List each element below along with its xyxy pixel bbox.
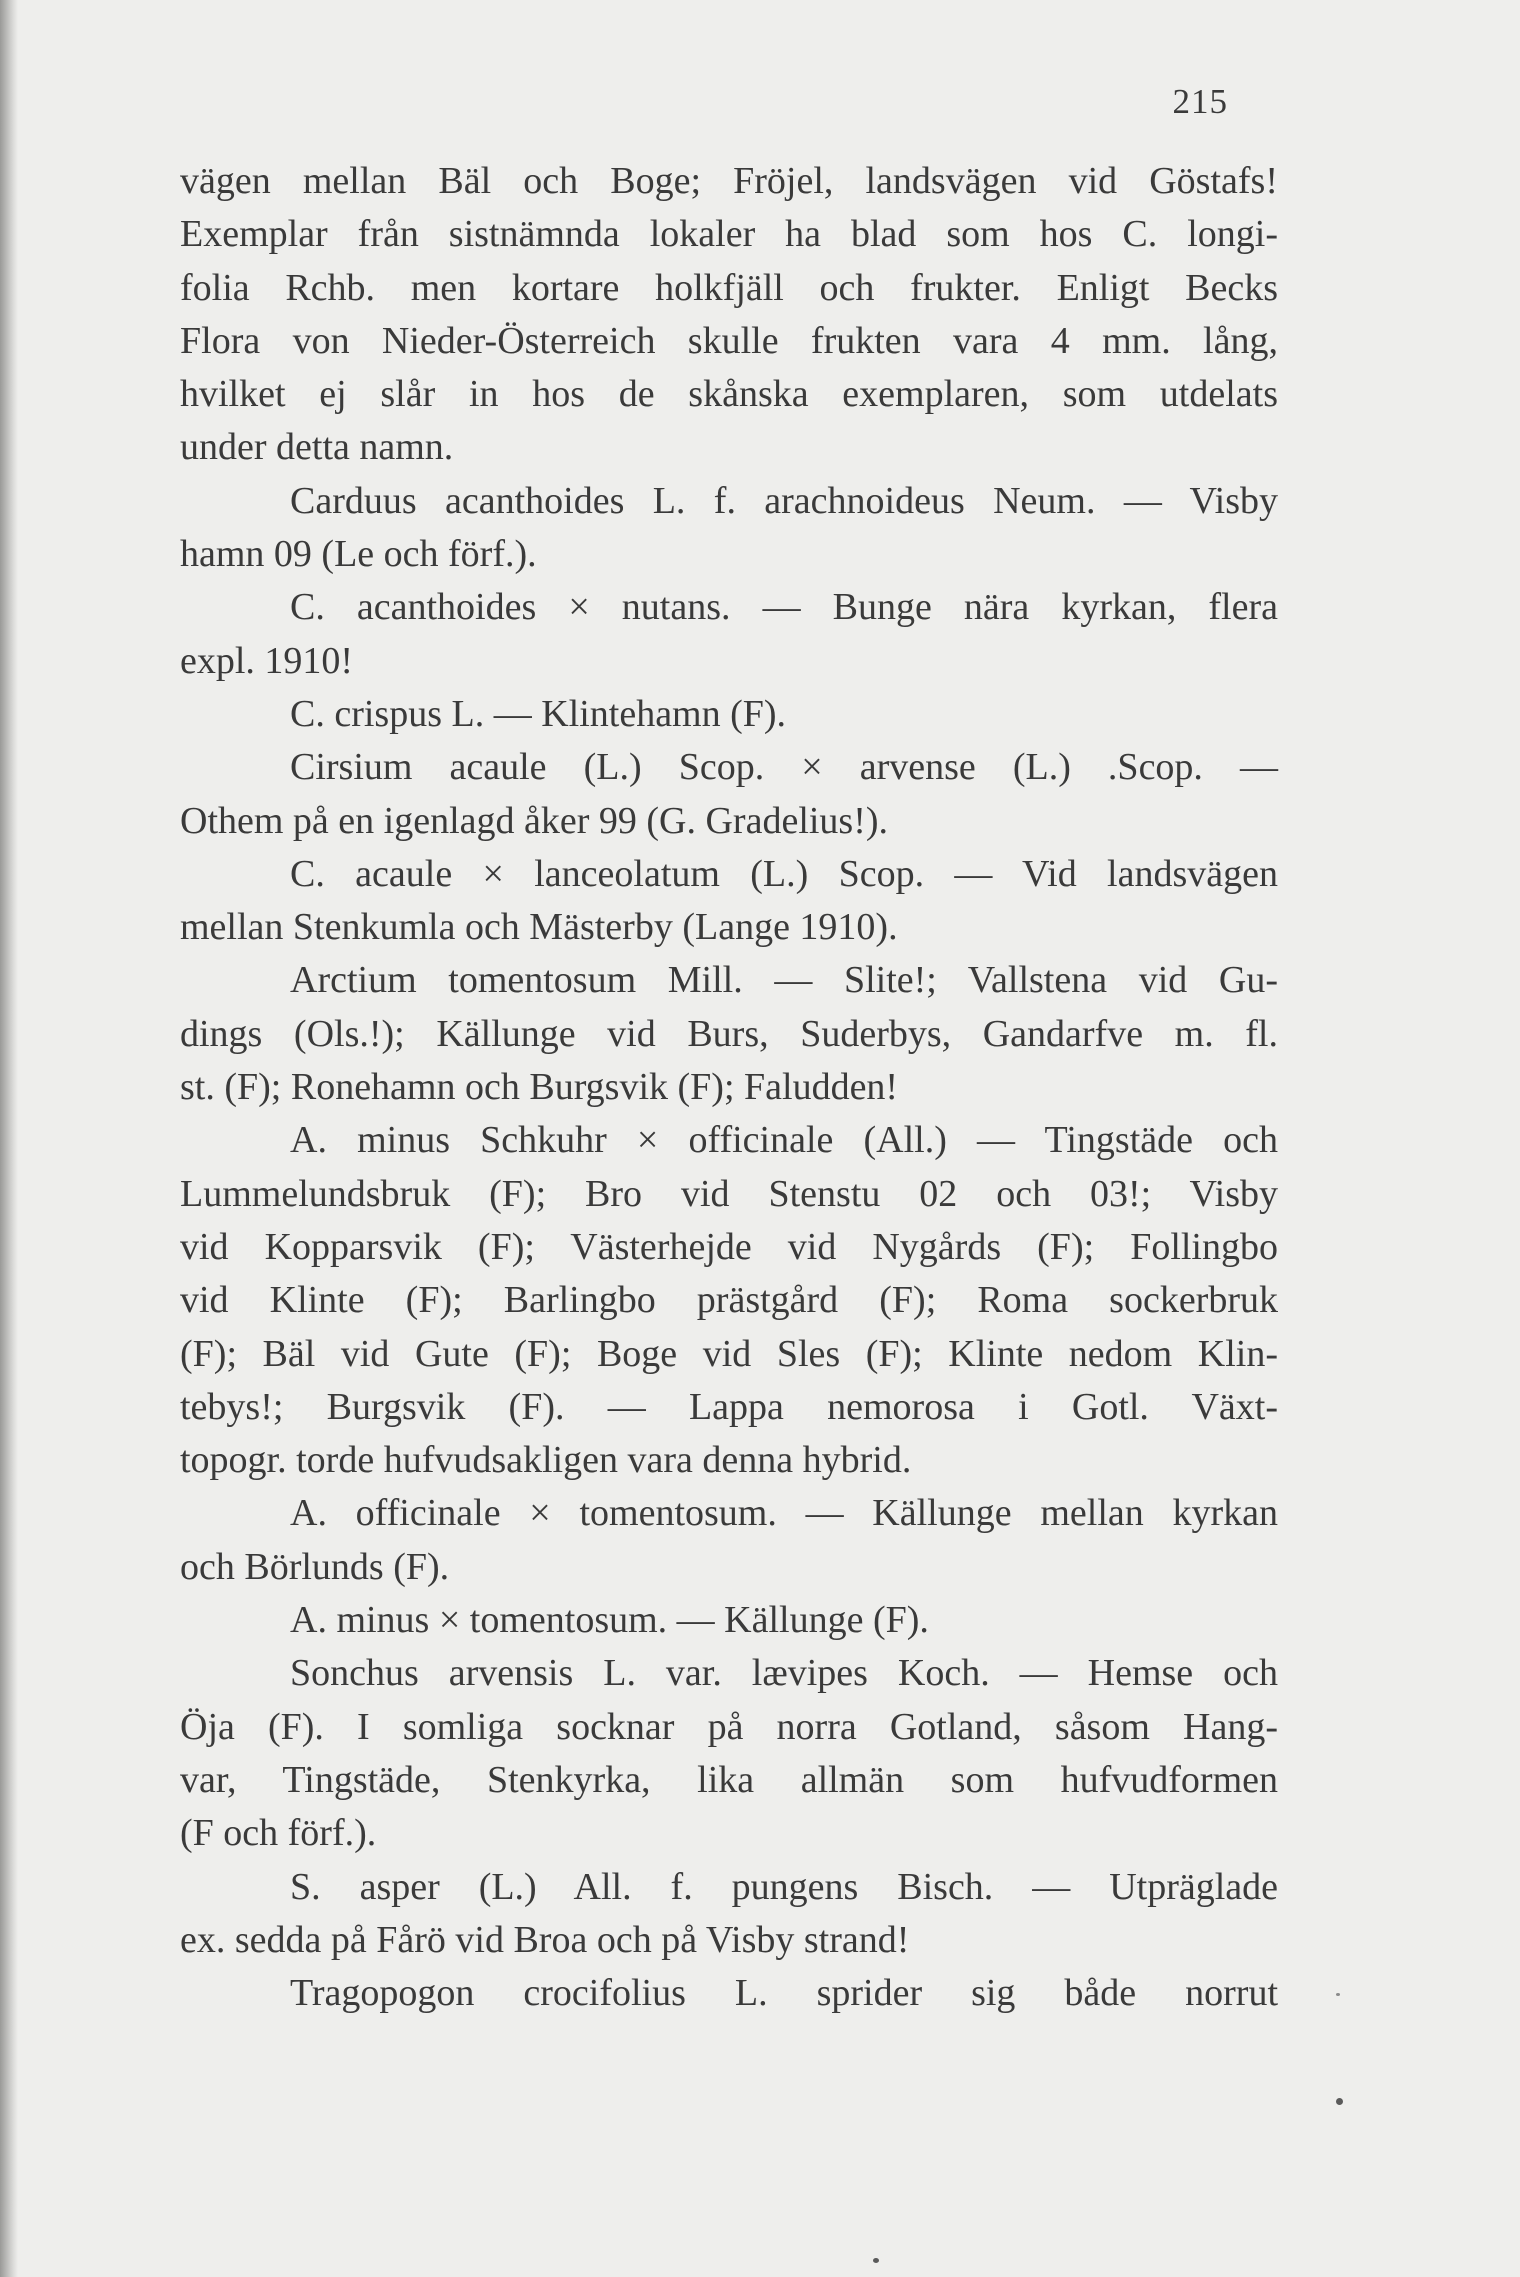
text-line: mellan Stenkumla och Mästerby (Lange 1910).: [180, 906, 898, 949]
text-line: C. crispus L. — Klintehamn (F).: [290, 692, 787, 735]
text-line: (F och förf.).: [180, 1812, 377, 1855]
text-line: A. officinale × tomentosum. — Källunge mellan kyrkan: [290, 1492, 1278, 1535]
text-line: A. minus × tomentosum. — Källunge (F).: [290, 1599, 929, 1642]
text-line: var, Tingstäde, Stenkyrka, lika allmän som hufvudformen: [180, 1758, 1278, 1801]
text-line: Tragopogon crocifolius L. sprider sig både norrut: [290, 1972, 1278, 2015]
text-line: Exemplar från sistnämnda lokaler ha blad som hos C. longi-: [180, 213, 1278, 256]
text-line: expl. 1910!: [180, 639, 354, 682]
text-line: dings (Ols.!); Källunge vid Burs, Suderbys, Gandarfve m. fl.: [180, 1012, 1278, 1055]
text-line: tebys!; Burgsvik (F). — Lappa nemorosa i Gotl. Växt-: [180, 1385, 1278, 1428]
text-line: vid Klinte (F); Barlingbo prästgård (F); Roma sockerbruk: [180, 1279, 1278, 1322]
text-line: under detta namn.: [180, 426, 454, 469]
text-line: Sonchus arvensis L. var. lævipes Koch. — Hemse och: [290, 1652, 1278, 1695]
text-line: Lummelundsbruk (F); Bro vid Stenstu 02 och 03!; Visby: [180, 1172, 1278, 1215]
text-line: Carduus acanthoides L. f. arachnoideus Neum. — Visby: [290, 479, 1278, 522]
text-line: Öja (F). I somliga socknar på norra Gotland, såsom Hang-: [180, 1705, 1278, 1748]
body-text: [180, 155, 1278, 2020]
text-line: vägen mellan Bäl och Boge; Fröjel, landsvägen vid Göstafs!: [180, 160, 1278, 202]
text-line: A. minus Schkuhr × officinale (All.) — Tingstäde och: [290, 1119, 1278, 1162]
text-line: C. acanthoides × nutans. — Bunge nära kyrkan, flera: [290, 586, 1278, 629]
text-line: Othem på en igenlagd åker 99 (G. Gradelius!).: [180, 799, 889, 842]
text-line: (F); Bäl vid Gute (F); Boge vid Sles (F); Klinte nedom Klin-: [180, 1332, 1278, 1375]
text-line: hvilket ej slår in hos de skånska exemplaren, som utdelats: [180, 373, 1278, 416]
print-speck: [1336, 1993, 1340, 1996]
text-line: vid Kopparsvik (F); Västerhejde vid Nygårds (F); Follingbo: [180, 1225, 1278, 1268]
text-line: C. acaule × lanceolatum (L.) Scop. — Vid landsvägen: [290, 852, 1278, 895]
text-line: st. (F); Ronehamn och Burgsvik (F); Faludden!: [180, 1066, 899, 1109]
text-line: topogr. torde hufvudsakligen vara denna hybrid.: [180, 1439, 912, 1482]
text-line: Flora von Nieder-Österreich skulle frukten vara 4 mm. lång,: [180, 319, 1278, 362]
page-edge-shadow: [0, 0, 18, 2277]
page-number: 215: [1172, 82, 1228, 121]
text-line: folia Rchb. men kortare holkfjäll och frukter. Enligt Becks: [180, 266, 1278, 309]
print-speck: [873, 2258, 879, 2263]
print-speck: [1336, 2098, 1343, 2105]
text-line: Arctium tomentosum Mill. — Slite!; Vallstena vid Gu-: [290, 959, 1278, 1002]
text-line: ex. sedda på Fårö vid Broa och på Visby strand!: [180, 1918, 910, 1961]
text-line: och Börlunds (F).: [180, 1545, 450, 1588]
text-line: S. asper (L.) All. f. pungens Bisch. — Utpräglade: [290, 1865, 1278, 1908]
text-line: Cirsium acaule (L.) Scop. × arvense (L.) .Scop. —: [290, 746, 1278, 789]
text-line: hamn 09 (Le och förf.).: [180, 533, 537, 576]
